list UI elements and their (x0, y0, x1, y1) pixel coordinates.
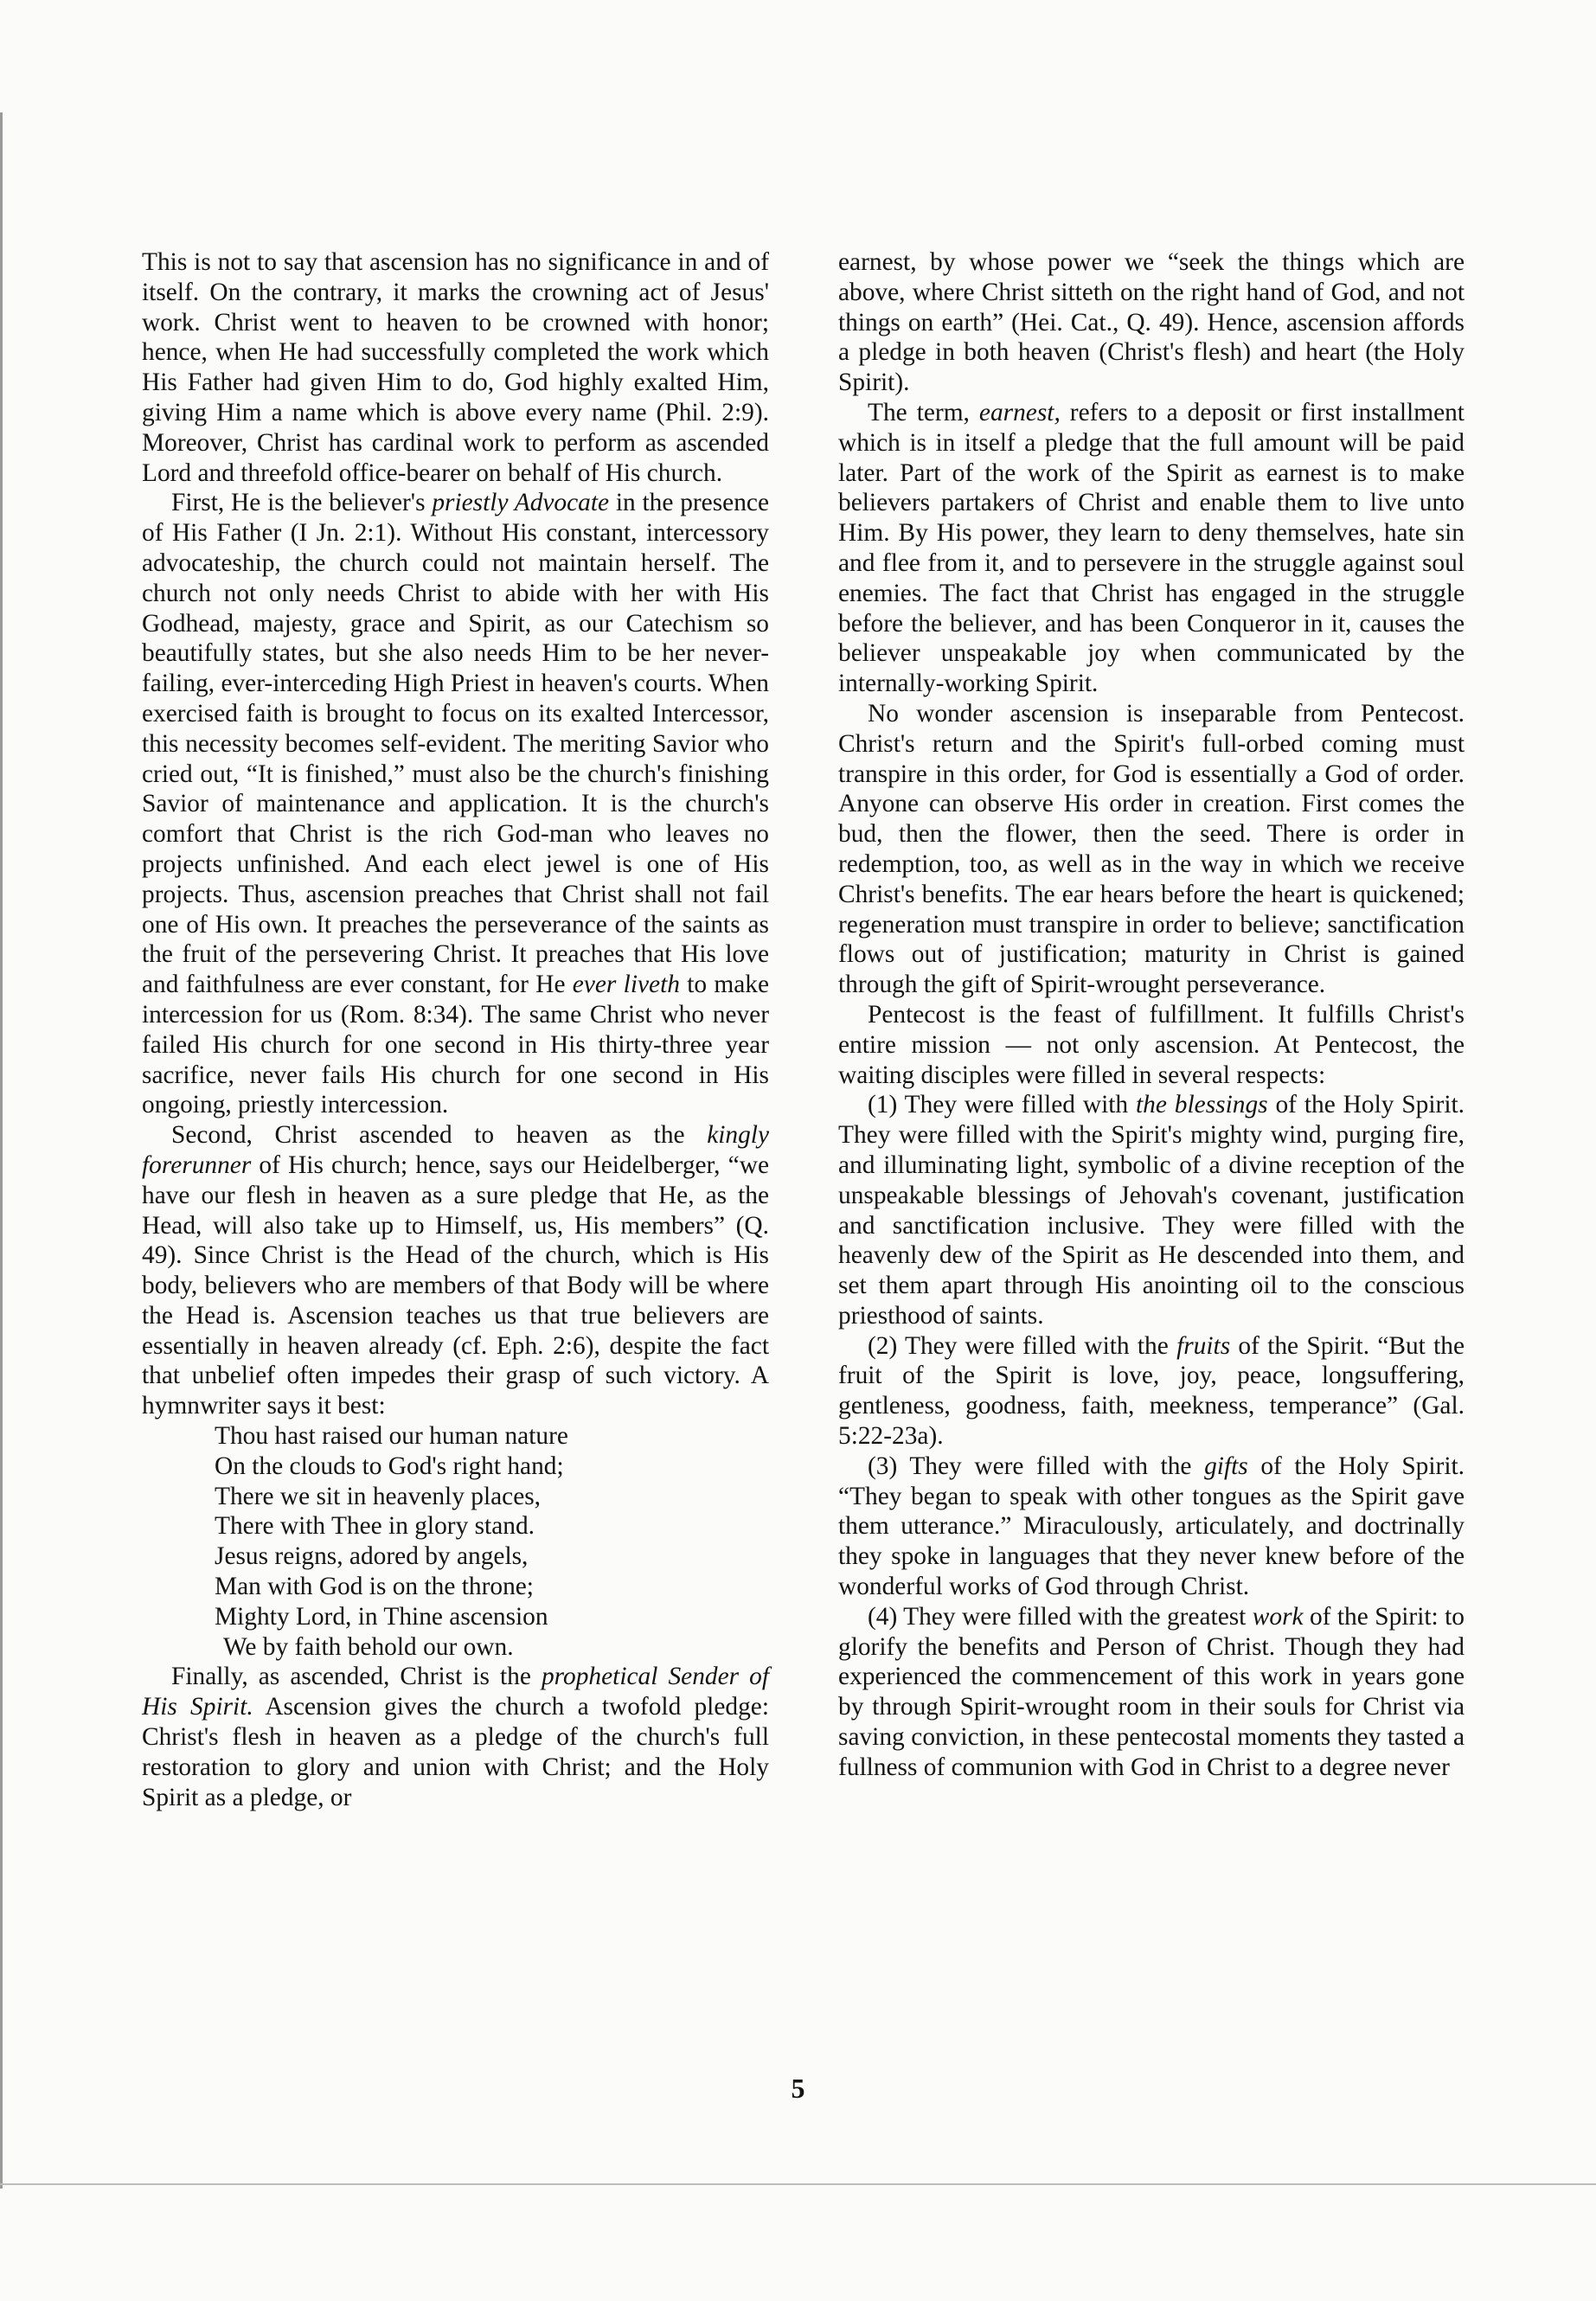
paragraph-text: in the presence of His Father (I Jn. 2:1). Without His constant, intercessory advocateship, the church could not maintain herself. The church not only needs Christ to abide with her with His Godhead, majesty, grace and Spirit, as our Catechism so beautifully states, but she also needs Him to be her never-failing, ever-interceding High Priest in heaven's courts. When exercised faith is brought to focus on its exalted Intercessor, this necessity becomes self-evident. The meriting Savior who cried out, “It is finished,” must also be the church's finishing Savior of maintenance and application. It is the church's comfort that Christ is the rich God-man who leaves no projects unfinished. And each elect jewel is one of His projects. Thus, ascension preaches that Christ shall not fail one of His own. It preaches the perseverance of the saints as the fruit of the persevering Christ. It preaches that His love and faithfulness are ever constant, for He (142, 489, 769, 999)
paragraph-text: The term, (868, 398, 979, 426)
paragraph-text: of the Spirit. “But the fruit of the Spirit is love, joy, peace, longsuffering, gentleness, goodness, faith, meekness, temperance” (Gal. 5:22-23a). (838, 1331, 1465, 1451)
page-number: 5 (791, 2073, 805, 2104)
page-edge-left (0, 112, 3, 2189)
hymn-line: Mighty Lord, in Thine ascension (215, 1602, 548, 1631)
paragraph-priestly-advocate (142, 488, 769, 1120)
left-column (142, 247, 769, 1812)
emphasis-text: earnest, (978, 398, 1061, 426)
paragraph-filled-work (838, 1602, 1465, 1783)
right-column (838, 247, 1465, 1783)
hymn-line: There with Thee in glory stand. (215, 1512, 535, 1541)
paragraph-feast-fulfillment: Pentecost is the feast of fulfillment. It fulfills Christ's entire mission — not only ascension. At Pentecost, the waiting disciples were filled in several respects: (838, 1000, 1465, 1089)
hymn-line: There we sit in heavenly places, (215, 1482, 542, 1510)
hymn-line: Thou hast raised our human nature (215, 1422, 568, 1451)
paragraph-text: (4) They were filled with the greatest (868, 1602, 1253, 1631)
paragraph-filled-blessings (838, 1090, 1465, 1330)
hymn-line: We by faith behold our own. (223, 1632, 514, 1661)
page-edge-bottom (0, 2183, 1596, 2185)
paragraph-text: (1) They were filled with (868, 1091, 1136, 1119)
hymn-line: Jesus reigns, adored by angels, (215, 1542, 529, 1571)
emphasis-text: prophetical Sender of His Spirit. (142, 1663, 769, 1721)
paragraph-text: Finally, as ascended, Christ is the (171, 1663, 542, 1691)
paragraph-text: of the Holy Spirit. “They began to speak with other tongues as the Spirit gave them utterance.” Miraculously, articulately, and doctrinally they spoke in languages that they never knew before of the wonderful works of God through Christ. (838, 1452, 1465, 1601)
emphasis-text: the blessings (1136, 1091, 1268, 1119)
paragraph-ascension-significance: This is not to say that ascension has no significance in and of itself. On the contrary, it marks the crowning act of Jesus' work. Christ went to heaven to be crowned with honor; hence, when He had successfully completed the work which His Father had given Him to do, God highly exalted Him, giving Him a name which is above every name (Phil. 2:9). Moreover, Christ has cardinal work to perform as ascended Lord and threefold office-bearer on behalf of His church. (142, 248, 769, 487)
emphasis-text: fruits (1176, 1331, 1231, 1360)
paragraph-text: of the Holy Spirit. They were filled with the Spirit's mighty wind, purging fire, and illuminating light, symbolic of a divine reception of the unspeakable blessings of Jehovah's covenant, justification and sanctification inclusive. They were filled with the heavenly dew of the Spirit as He descended into them, and set them apart through His anointing oil to the conscious priesthood of saints. (838, 1091, 1465, 1330)
paragraph-filled-gifts (838, 1452, 1465, 1602)
hymn-line: On the clouds to God's right hand; (215, 1452, 564, 1480)
emphasis-text: work (1252, 1602, 1304, 1631)
hymn-quotation (142, 1421, 769, 1662)
paragraph-prophetical-sender (142, 1662, 769, 1812)
paragraph-text: Ascension gives the church a twofold pledge: Christ's flesh in heaven as a pledge of the church's full restoration to glory and union with Christ; and the Holy Spirit as a pledge, or (142, 1693, 769, 1811)
emphasis-text: gifts (1204, 1452, 1248, 1480)
paragraph-text: refers to a deposit or first installment which is in itself a pledge that the full amount will be paid later. Part of the work of the Spirit as earnest is to make believers partakers of Christ and enable them to live unto Him. By His power, they learn to deny themselves, hate sin and flee from it, and to persevere in the struggle against soul enemies. The fact that Christ has engaged in the struggle before the believer, and has been Conqueror in it, causes the believer unspeakable joy when communicated by the internally-working Spirit. (838, 398, 1465, 698)
paragraph-text: (3) They were filled with the (868, 1452, 1205, 1480)
paragraph-text: of His church; hence, says our Heidelberger, “we have our flesh in heaven as a sure pledge that He, as the Head, will also take up to Himself, us, His members” (Q. 49). Since Christ is the Head of the church, which is His body, believers who are members of that Body will be where the Head is. Ascension teaches us that true believers are essentially in heaven already (cf. Eph. 2:6), despite the fact that unbelief often impedes their grasp of such victory. A hymnwriter says it best: (142, 1150, 769, 1420)
emphasis-text: priestly Advocate (432, 489, 610, 517)
paragraph-text: to make intercession for us (Rom. 8:34). The same Christ who never failed His church for one second in His thirty-three year sacrifice, never fails His church for one second in His ongoing, priestly intercession. (142, 971, 770, 1119)
emphasis-text: kingly forerunner (142, 1121, 769, 1179)
emphasis-text: ever liveth (572, 971, 680, 999)
paragraph-term-earnest (838, 398, 1465, 699)
paragraph-kingly-forerunner (142, 1120, 769, 1421)
paragraph-pentecost-order: No wonder ascension is inseparable from Pentecost. Christ's return and the Spirit's full-orbed coming must transpire in this order, for God is essentially a God of order. Anyone can observe His order in creation. First comes the bud, then the flower, then the seed. There is order in redemption, too, as well as in the way in which we receive Christ's benefits. The ear hears before the heart is quickened; regeneration must transpire in order to believe; sanctification flows out of justification; maturity in Christ is gained through the gift of Spirit-wrought perseverance. (838, 699, 1465, 999)
paragraph-text: Second, Christ ascended to heaven as the (171, 1121, 708, 1150)
paragraph-earnest-continued: earnest, by whose power we “seek the things which are above, where Christ sitteth on the right hand of God, and not things on earth” (Hei. Cat., Q. 49). Hence, ascension affords a pledge in both heaven (Christ's flesh) and heart (the Holy Spirit). (838, 248, 1465, 397)
paragraph-text: of the Spirit: to glorify the benefits and Person of Christ. Though they had experienced the commencement of this work in years gone by through Spirit-wrought room in their souls for Christ via saving conviction, in these pentecostal moments they tasted a fullness of communion with God in Christ to a degree never (838, 1602, 1465, 1781)
hymn-line: Man with God is on the throne; (215, 1573, 534, 1601)
paragraph-text: (2) They were filled with the (868, 1331, 1177, 1360)
paragraph-filled-fruits (838, 1331, 1465, 1452)
paragraph-text: First, He is the believer's (171, 489, 433, 517)
